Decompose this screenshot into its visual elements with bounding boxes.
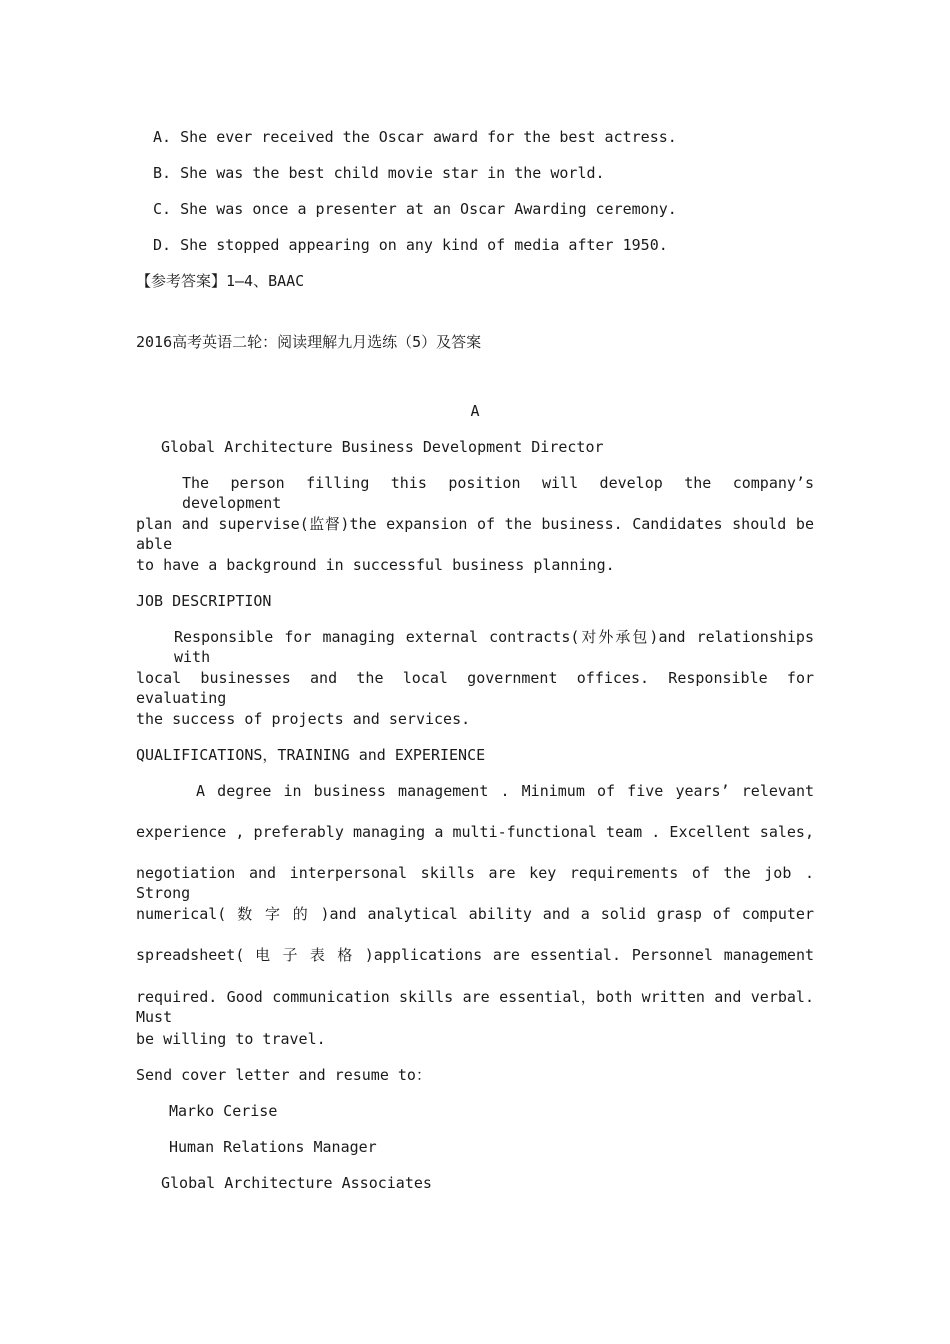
job-description-line-1: Responsible for managing external contracts(对外承包)and relationships with — [174, 628, 814, 666]
option-b: B. She was the best child movie star in the world. — [153, 164, 605, 182]
answer-key: 【参考答案】1—4、BAAC — [136, 272, 305, 290]
intro-line-2: plan and supervise(监督)the expansion of the business. Candidates should be able — [136, 515, 814, 553]
contact-company: Global Architecture Associates — [161, 1174, 432, 1192]
qualifications-line-7: be willing to travel. — [136, 1030, 326, 1048]
contact-name: Marko Cerise — [169, 1102, 278, 1120]
intro-line-1: The person filling this position will develop the company’s development — [182, 474, 814, 512]
qualifications-line-3: negotiation and interpersonal skills are key requirements of the job . Strong — [136, 864, 814, 902]
qualifications-heading: QUALIFICATIONS，TRAINING and EXPERIENCE — [136, 746, 486, 764]
send-to-label: Send cover letter and resume to： — [136, 1066, 431, 1084]
intro-line-3: to have a background in successful business planning. — [136, 556, 615, 574]
qualifications-line-6: required. Good communication skills are essential，both written and verbal. Must — [136, 988, 814, 1026]
option-a: A. She ever received the Oscar award for the best actress. — [153, 128, 677, 146]
qualifications-line-4: numerical( 数 字 的 )and analytical ability and a solid grasp of computer — [136, 905, 814, 923]
contact-position: Human Relations Manager — [169, 1138, 377, 1156]
section-title: 2016高考英语二轮：阅读理解九月选练（5）及答案 — [136, 333, 482, 351]
passage-label: A — [470, 402, 480, 420]
job-description-line-2: local businesses and the local government offices. Responsible for evaluating — [136, 669, 814, 707]
job-description-heading: JOB DESCRIPTION — [136, 592, 272, 610]
option-c: C. She was once a presenter at an Oscar Awarding ceremony. — [153, 200, 677, 218]
option-d: D. She stopped appearing on any kind of media after 1950. — [153, 236, 668, 254]
qualifications-line-5: spreadsheet( 电 子 表 格 )applications are essential. Personnel management — [136, 946, 814, 964]
qualifications-line-1: A degree in business management . Minimum of five years’ relevant — [196, 782, 814, 800]
job-description-line-3: the success of projects and services. — [136, 710, 471, 728]
job-title: Global Architecture Business Development Director — [161, 438, 604, 456]
qualifications-line-2: experience , preferably managing a multi-functional team . Excellent sales, — [136, 823, 814, 841]
